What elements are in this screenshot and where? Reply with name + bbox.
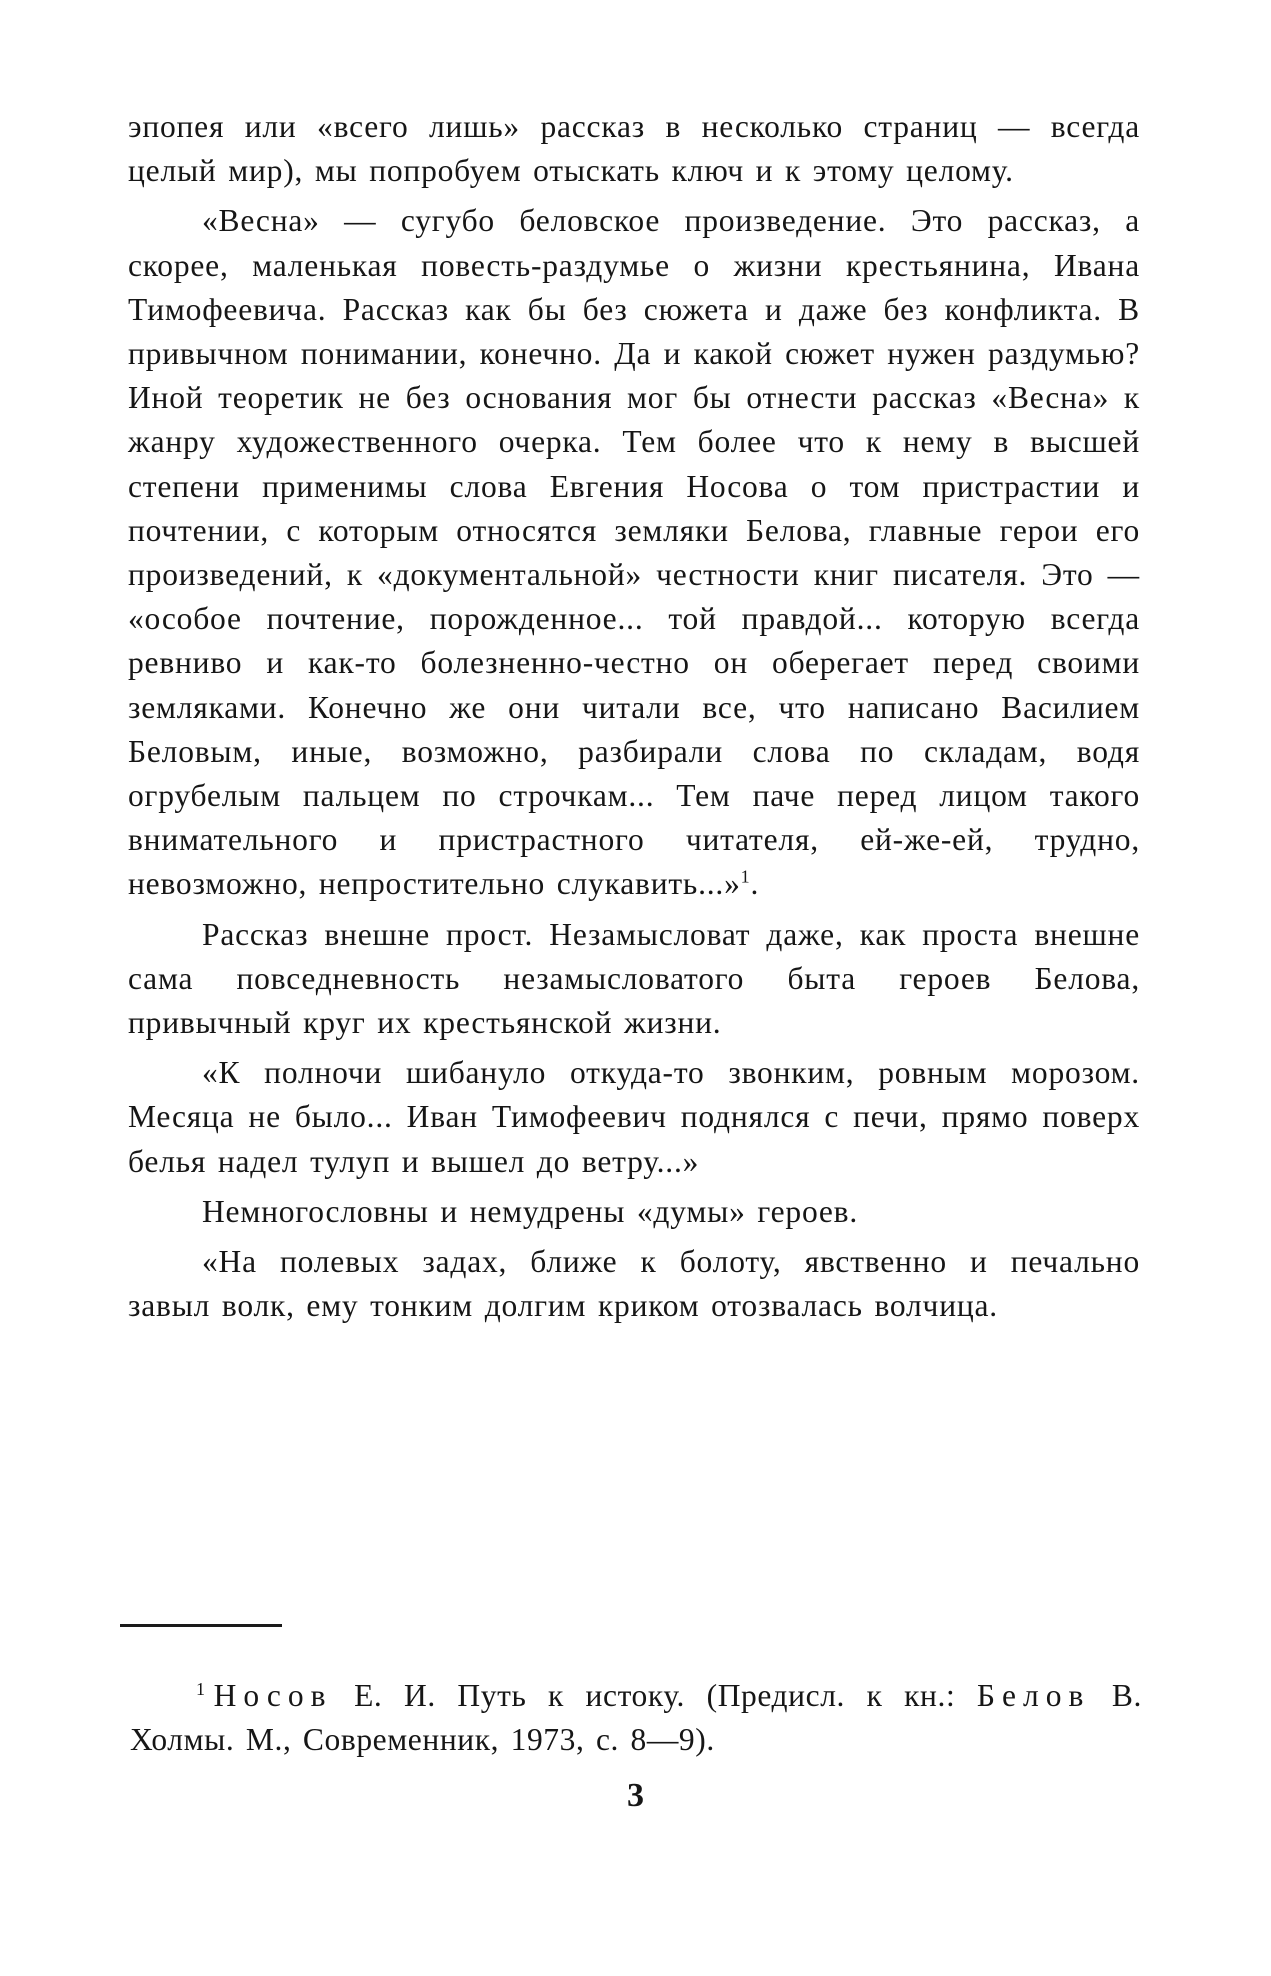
- footnote-author-2: Белов: [976, 1678, 1091, 1713]
- footnote-text-1: Е. И. Путь к истоку. (Предисл. к кн.:: [332, 1678, 977, 1713]
- main-text: [128, 105, 1140, 1328]
- paragraph-4: «К полночи шибануло откуда-то звонким, ровным морозом. Месяца не было... Иван Тимофеевич поднялся с печи, прямо поверх белья надел тулуп и вышел до ветру...»: [128, 1055, 1140, 1179]
- footnote-marker: 1: [196, 1678, 206, 1699]
- page-number: 3: [627, 1777, 644, 1814]
- footnote: [130, 1674, 1142, 1762]
- footnote-author-1: Носов: [213, 1678, 333, 1713]
- paragraph-3: Рассказ внешне прост. Незамысловат даже, как проста внешне сама повседневность незамысловатого быта героев Белова, привычный круг их крестьянской жизни.: [128, 916, 1140, 1041]
- paragraph-1: эпопея или «всего лишь» рассказ в несколько страниц — всегда целый мир), мы попробуем отыскать ключ и к этому целому.: [128, 109, 1140, 189]
- footnote-divider: [120, 1624, 282, 1627]
- footnote-reference: 1: [740, 866, 751, 887]
- paragraph-6: «На полевых задах, ближе к болоту, явственно и печально завыл волк, ему тонким долгим криком отозвалась волчица.: [128, 1244, 1140, 1324]
- paragraph-2-text: «Весна» — сугубо беловское произведение. Это рассказ, а скорее, маленькая повесть-раздумье о жизни крестьянина, Ивана Тимофеевича. Рассказ как бы без сюжета и даже без конфликта. В привычном понимании, конечно. Да и какой сюжет нужен раздумью? Иной теоретик не без основания мог бы отнести рассказ «Весна» к жанру художественного очерка. Тем более что к нему в высшей степени применимы слова Евгения Носова о том пристрастии и почтении, с которым относятся земляки Белова, главные герои его произведений, к «документальной» честности книг писателя. Это — «особое почтение, порожденное... той правдой... которую всегда ревниво и как-то болезненно-честно он оберегает перед своими земляками. Конечно же они читали все, что написано Василием Беловым, иные, возможно, разбирали слова по складам, водя огрубелым пальцем по строчкам... Тем паче перед лицом такого внимательного и пристрастного читателя, ей-же-ей, трудно, невозможно, непростительно слукавить...»: [128, 203, 1140, 902]
- paragraph-5: Немногословны и немудрены «думы» героев.: [202, 1193, 859, 1229]
- paragraph-2: «Весна» — сугубо беловское произведение. Это рассказ, а скорее, маленькая повесть-раздумье о жизни крестьянина, Ивана Тимофеевича. Рассказ как бы без сюжета и даже без конфликта. В привычном понимании, конечно. Да и какой сюжет нужен раздумью? Иной теоретик не без основания мог бы отнести рассказ «Весна» к жанру художественного очерка. Тем более что к нему в высшей степени применимы слова Евгения Носова о том пристрастии и почтении, с которым относятся земляки Белова, главные герои его произведений, к «документальной» честности книг писателя. Это — «особое почтение, порожденное... той правдой... которую всегда ревниво и как-то болезненно-честно он оберегает перед своими земляками. Конечно же они читали все, что написано Василием Беловым, иные, возможно, разбирали слова по складам, водя огрубелым пальцем по строчкам... Тем паче перед лицом такого внимательного и пристрастного читателя, ей-же-ей, трудно, невозможно, непростительно слукавить...»$^1$.: [128, 203, 1140, 902]
- footnote-text-2: В. Холмы. М., Современник, 1973, с. 8—9).: [130, 1678, 1143, 1757]
